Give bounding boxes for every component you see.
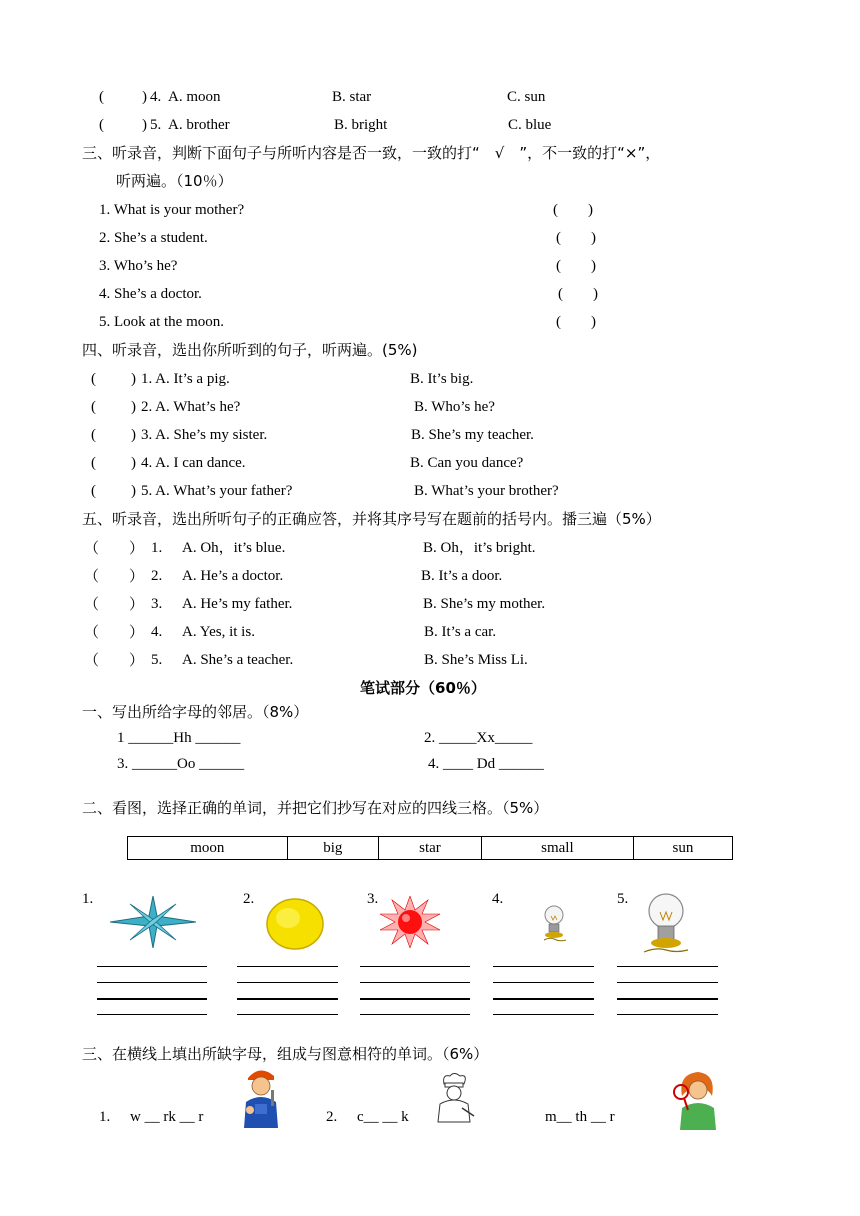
answer-bracket: （ ） (84, 539, 145, 557)
part1-title: 一、写出所给字母的邻居。（8%） (82, 703, 309, 721)
option-a: A. He’s a doctor. (182, 568, 284, 584)
question-number: 5. (150, 117, 162, 133)
answer-bracket-open: ( (99, 117, 104, 133)
section3-title: 三、听录音，判断下面句子与所听内容是否一致，一致的打“ √ ”，不一致的打“×”， (82, 144, 661, 162)
answer-bracket: （ ） (84, 651, 145, 669)
option-c: C. blue (508, 117, 552, 133)
word-bank-cell: star (379, 837, 482, 860)
letter-neighbor-item: 1 ______Hh ______ (117, 730, 241, 746)
cook-icon (432, 1072, 476, 1124)
statement-text: 1. What is your mother? (99, 202, 245, 218)
answer-bracket-close: ) (131, 371, 136, 387)
missing-letter-word: c__ __ k (357, 1109, 409, 1125)
option-b: B. She’s my mother. (423, 596, 546, 612)
question-number: 4. (150, 89, 162, 105)
question-number: 2. (151, 568, 163, 584)
section4-title: 四、听录音，选出你所听到的句子，听两遍。(5%) (82, 341, 418, 359)
option-b: B. It’s a door. (421, 568, 503, 584)
picture-number: 2. (243, 891, 255, 907)
answer-bracket-open: ( (91, 399, 96, 415)
option-a: A. She’s a teacher. (182, 652, 294, 668)
option-a: 5. A. What’s your father? (141, 483, 293, 499)
option-b: B. Can you dance? (410, 455, 524, 471)
missing-letter-word: m__ th __ r (545, 1109, 615, 1125)
option-a: A. Yes, it is. (182, 624, 255, 640)
answer-bracket: （ ） (84, 567, 145, 585)
option-a: 2. A. What’s he? (141, 399, 241, 415)
letter-neighbor-item: 2. _____Xx_____ (424, 730, 533, 746)
option-a: A. brother (168, 117, 230, 133)
big-bulb-icon (642, 892, 690, 956)
section5-title: 五、听录音，选出所听句子的正确应答，并将其序号写在题前的括号内。播三遍（5%） (82, 510, 661, 528)
option-a: 4. A. I can dance. (141, 455, 246, 471)
word-bank-cell: sun (633, 837, 732, 860)
word-bank-cell: big (287, 837, 379, 860)
answer-bracket-open: ( (91, 483, 96, 499)
part2-title: 二、看图，选择正确的单词，并把它们抄写在对应的四线三格。（5%） (82, 799, 549, 817)
statement-text: 2. She’s a student. (99, 230, 208, 246)
moon-icon (266, 898, 326, 950)
picture-number: 5. (617, 891, 629, 907)
judge-bracket: ( ) (553, 202, 593, 218)
option-b: B. star (332, 89, 372, 105)
option-b: B. It’s big. (410, 371, 474, 387)
option-a: A. moon (168, 89, 221, 105)
answer-bracket-close: ) (131, 455, 136, 471)
mother-icon (672, 1068, 724, 1130)
statement-text: 4. She’s a doctor. (99, 286, 202, 302)
small-bulb-icon (540, 904, 568, 944)
picture-number: 1. (82, 891, 94, 907)
question-number: 1. (99, 1109, 111, 1125)
star-icon (110, 896, 196, 948)
answer-bracket: （ ） (84, 595, 145, 613)
section3-title-cont: 听两遍。（10％） (116, 172, 233, 190)
option-a: A. He’s my father. (182, 596, 293, 612)
worker-icon (238, 1064, 284, 1130)
option-a: 1. A. It’s a pig. (141, 371, 230, 387)
answer-bracket-open: ( (91, 455, 96, 471)
word-bank-cell: small (481, 837, 633, 860)
picture-number: 3. (367, 891, 379, 907)
option-b: B. Oh，it’s bright. (423, 540, 536, 556)
option-b: B. She’s Miss Li. (424, 652, 528, 668)
written-part-heading: 笔试部分（60％） (360, 679, 486, 697)
option-b: B. What’s your brother? (414, 483, 559, 499)
answer-bracket-close: ) (131, 399, 136, 415)
answer-bracket-close: ) (142, 89, 147, 105)
option-b: B. Who’s he? (414, 399, 495, 415)
statement-text: 5. Look at the moon. (99, 314, 224, 330)
option-b: B. She’s my teacher. (411, 427, 534, 443)
judge-bracket: ( ) (558, 286, 598, 302)
answer-bracket-open: ( (91, 371, 96, 387)
question-number: 3. (151, 596, 163, 612)
option-c: C. sun (507, 89, 546, 105)
answer-bracket-open: ( (91, 427, 96, 443)
question-number: 4. (151, 624, 163, 640)
statement-text: 3. Who’s he? (99, 258, 178, 274)
missing-letter-word: w __ rk __ r (130, 1109, 204, 1125)
letter-neighbor-item: 3. ______Oo ______ (117, 756, 245, 772)
question-number: 1. (151, 540, 163, 556)
word-bank-cell: moon (128, 837, 288, 860)
answer-bracket-close: ) (131, 483, 136, 499)
word-bank-table (127, 836, 733, 860)
option-a: 3. A. She’s my sister. (141, 427, 268, 443)
option-b: B. bright (334, 117, 388, 133)
question-number: 5. (151, 652, 163, 668)
judge-bracket: ( ) (556, 230, 596, 246)
answer-bracket-close: ) (142, 117, 147, 133)
picture-number: 4. (492, 891, 504, 907)
answer-bracket-open: ( (99, 89, 104, 105)
judge-bracket: ( ) (556, 314, 596, 330)
answer-bracket-close: ) (131, 427, 136, 443)
part3-title: 三、在横线上填出所缺字母，组成与图意相符的单词。（6%） (82, 1045, 489, 1063)
option-b: B. It’s a car. (424, 624, 497, 640)
sun-icon (380, 896, 440, 948)
question-number: 2. (326, 1109, 338, 1125)
option-a: A. Oh，it’s blue. (182, 540, 286, 556)
letter-neighbor-item: 4. ____ Dd ______ (428, 756, 544, 772)
judge-bracket: ( ) (556, 258, 596, 274)
answer-bracket: （ ） (84, 623, 145, 641)
